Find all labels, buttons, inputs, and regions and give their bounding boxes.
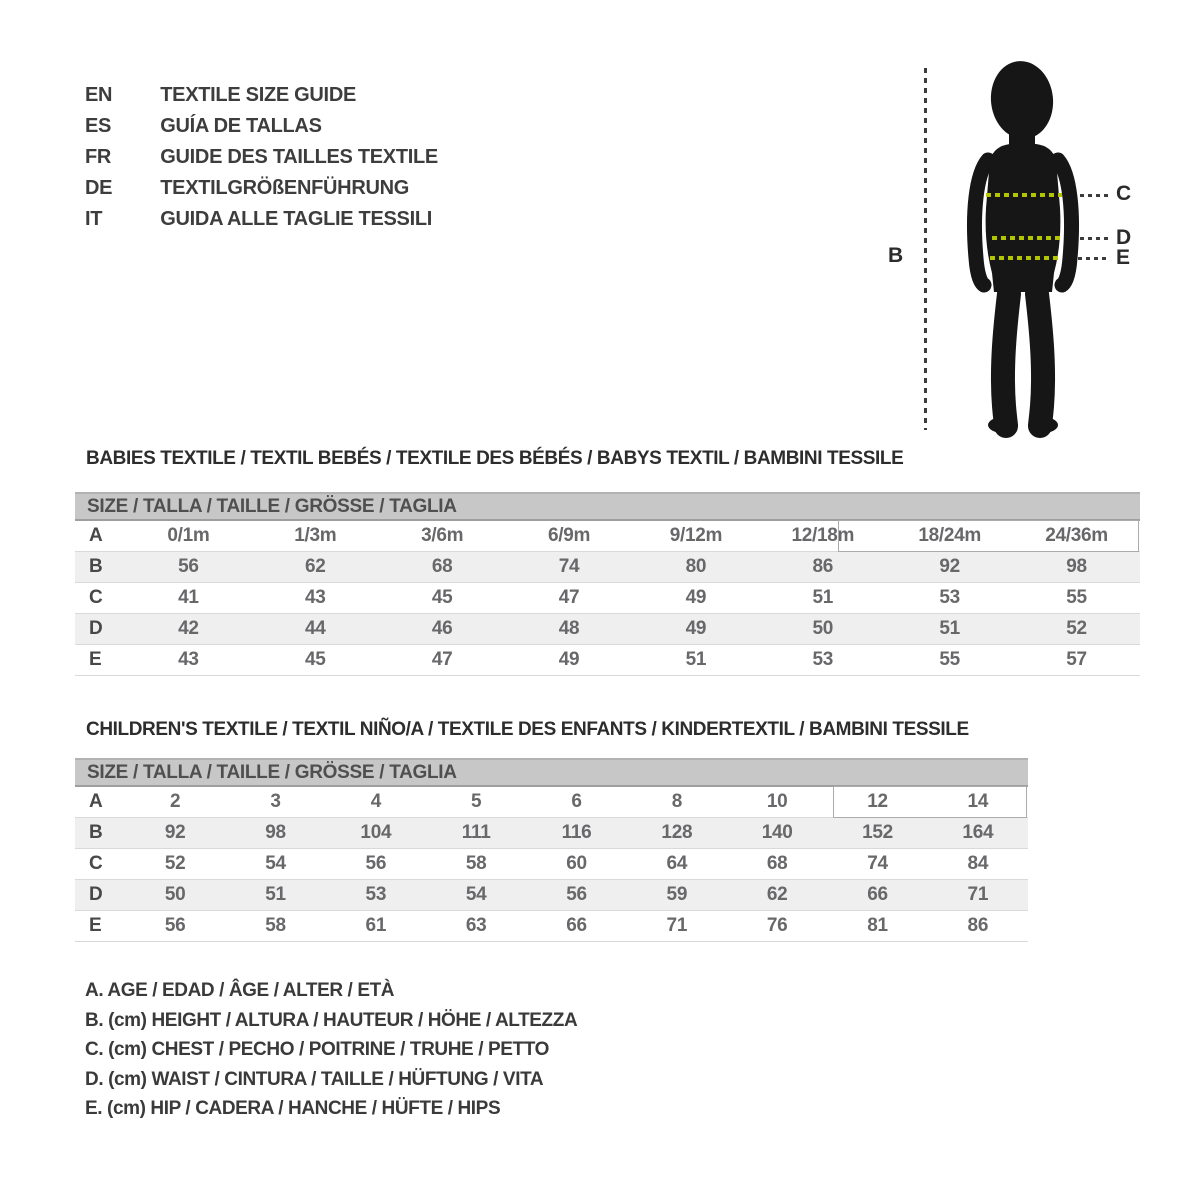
table-cell: 57 (1066, 649, 1087, 670)
table-cell: 68 (431, 556, 453, 577)
table-cell: 6/9m (548, 525, 591, 546)
children-size-table (75, 758, 1028, 942)
table-cell: 48 (558, 618, 580, 639)
table-row (75, 880, 1028, 911)
table-cell: 68 (766, 853, 788, 874)
table-cell: 74 (558, 556, 580, 577)
row-label: B (89, 556, 103, 577)
table-cell: 58 (265, 915, 286, 936)
table-cell: 42 (178, 618, 199, 639)
table-cell: 92 (164, 822, 186, 843)
language-code: IT (85, 208, 103, 230)
language-item (85, 204, 438, 235)
table-cell: 59 (666, 884, 688, 905)
table-cell: 49 (558, 649, 580, 670)
table-cell: 50 (812, 618, 834, 639)
table-cell: 6 (571, 791, 582, 812)
table-cell: 50 (164, 884, 186, 905)
table-cell: 4 (370, 791, 381, 812)
legend-item-hip: E. (cm) HIP / CADERA / HANCHE / HÜFTE / HIPS (85, 1098, 501, 1120)
language-title: GUIDA ALLE TAGLIE TESSILI (160, 208, 433, 230)
table-cell: 128 (661, 822, 693, 843)
waist-leader-line (1080, 237, 1110, 240)
table-cell: 3 (270, 791, 281, 812)
table-cell: 56 (365, 853, 387, 874)
table-cell: 56 (178, 556, 199, 577)
hip-leader-line (1078, 257, 1110, 260)
table-cell: 56 (164, 915, 186, 936)
table-cell: 44 (305, 618, 326, 639)
table-cell: 52 (1066, 618, 1087, 639)
table-cell: 152 (862, 822, 893, 843)
table-cell: 51 (685, 649, 707, 670)
language-title: TEXTILE SIZE GUIDE (160, 84, 356, 106)
table-cell: 74 (867, 853, 888, 874)
table-cell: 53 (939, 587, 960, 608)
table-cell: 53 (365, 884, 387, 905)
table-cell: 47 (431, 649, 453, 670)
table-cell: 98 (1066, 556, 1087, 577)
table-row (75, 911, 1028, 942)
table-cell: 116 (561, 822, 592, 843)
chest-label: C (1116, 182, 1132, 205)
language-code: DE (85, 177, 113, 199)
chest-leader-line (1080, 194, 1108, 197)
table-cell: 8 (671, 791, 682, 812)
measurement-legend (85, 976, 577, 1124)
table-cell: 0/1m (167, 525, 210, 546)
row-label: A (89, 525, 103, 546)
language-item (85, 173, 438, 204)
table-cell: 62 (766, 884, 788, 905)
table-cell: 49 (685, 587, 707, 608)
table-cell: 71 (967, 884, 989, 905)
table-cell: 3/6m (421, 525, 464, 546)
size-header-row: SIZE / TALLA / TAILLE / GRÖSSE / TAGLIA (75, 758, 1028, 787)
table-cell: 98 (265, 822, 286, 843)
table-cell: 45 (305, 649, 326, 670)
legend-item-waist: D. (cm) WAIST / CINTURA / TAILLE / HÜFTUNG / VITA (85, 1068, 544, 1090)
babies-size-table (75, 492, 1140, 676)
language-code: ES (85, 115, 112, 137)
height-measure-line (924, 68, 927, 430)
table-cell: 54 (465, 884, 487, 905)
highlight-box (833, 786, 1027, 818)
table-cell: 14 (967, 791, 989, 812)
language-title: GUIDE DES TAILLES TEXTILE (160, 146, 438, 168)
table-cell: 111 (461, 822, 491, 843)
language-item (85, 111, 438, 142)
table-cell: 41 (178, 587, 199, 608)
table-cell: 49 (685, 618, 707, 639)
row-label: E (89, 649, 102, 670)
table-cell: 58 (465, 853, 487, 874)
table-cell: 45 (431, 587, 453, 608)
table-cell: 46 (431, 618, 453, 639)
language-item (85, 142, 438, 173)
table-row (75, 645, 1140, 676)
table-cell: 55 (939, 649, 960, 670)
highlight-box (838, 520, 1139, 552)
table-cell: 43 (305, 587, 326, 608)
table-row (75, 818, 1028, 849)
table-cell: 1/3m (294, 525, 337, 546)
table-row (75, 583, 1140, 614)
legend-item-height: B. (cm) HEIGHT / ALTURA / HAUTEUR / HÖHE / ALTEZZA (85, 1009, 578, 1031)
table-cell: 43 (178, 649, 199, 670)
row-label: D (89, 884, 103, 905)
legend-item-chest: C. (cm) CHEST / PECHO / POITRINE / TRUHE / PETTO (85, 1039, 549, 1061)
table-row (75, 614, 1140, 645)
table-cell: 86 (967, 915, 989, 936)
table-cell: 81 (867, 915, 888, 936)
table-cell: 51 (939, 618, 960, 639)
table-cell: 66 (867, 884, 888, 905)
hip-label: E (1116, 246, 1131, 269)
table-cell: 84 (967, 853, 989, 874)
language-code: EN (85, 84, 113, 106)
table-cell: 53 (812, 649, 834, 670)
table-cell: 18/24m (918, 525, 981, 546)
table-cell: 66 (566, 915, 587, 936)
language-title: GUÍA DE TALLAS (160, 115, 322, 137)
waist-measure-line (992, 236, 1060, 240)
table-cell: 56 (566, 884, 587, 905)
row-label: A (89, 791, 103, 812)
table-cell: 86 (812, 556, 834, 577)
table-cell: 51 (812, 587, 834, 608)
language-code: FR (85, 146, 112, 168)
table-cell: 47 (558, 587, 580, 608)
row-label: C (89, 853, 103, 874)
table-cell: 71 (666, 915, 688, 936)
table-cell: 62 (305, 556, 326, 577)
babies-section-heading: BABIES TEXTILE / TEXTIL BEBÉS / TEXTILE DES BÉBÉS / BABYS TEXTIL / BAMBINI TESSILE (86, 448, 904, 469)
table-cell: 2 (170, 791, 181, 812)
row-label: E (89, 915, 102, 936)
table-cell: 80 (685, 556, 707, 577)
table-cell: 24/36m (1045, 525, 1108, 546)
table-cell: 55 (1066, 587, 1087, 608)
child-silhouette-image (950, 58, 1100, 438)
row-label: D (89, 618, 103, 639)
table-cell: 9/12m (669, 525, 723, 546)
table-cell: 60 (566, 853, 587, 874)
waist-label: D (1116, 226, 1132, 249)
language-item (85, 80, 438, 111)
language-title: TEXTILGRÖßENFÜHRUNG (160, 177, 409, 199)
table-cell: 64 (666, 853, 688, 874)
table-cell: 51 (265, 884, 286, 905)
row-label: B (89, 822, 103, 843)
table-cell: 12/18m (791, 525, 855, 546)
hip-measure-line (990, 256, 1058, 260)
table-row (75, 849, 1028, 880)
table-cell: 92 (939, 556, 960, 577)
table-row (75, 552, 1140, 583)
table-cell: 10 (766, 791, 788, 812)
chest-measure-line (986, 193, 1062, 197)
table-cell: 5 (471, 791, 482, 812)
row-label: C (89, 587, 103, 608)
table-cell: 52 (164, 853, 186, 874)
table-cell: 61 (365, 915, 387, 936)
children-section-heading: CHILDREN'S TEXTILE / TEXTIL NIÑO/A / TEXTILE DES ENFANTS / KINDERTEXTIL / BAMBINI TESSILE (86, 719, 969, 740)
size-header-row: SIZE / TALLA / TAILLE / GRÖSSE / TAGLIA (75, 492, 1140, 521)
language-list (85, 80, 438, 235)
table-cell: 54 (265, 853, 286, 874)
legend-item-age: A. AGE / EDAD / ÂGE / ALTER / ETÀ (85, 980, 395, 1001)
table-cell: 104 (360, 822, 392, 843)
table-cell: 76 (766, 915, 788, 936)
table-cell: 164 (962, 822, 994, 843)
table-cell: 12 (867, 791, 888, 812)
height-label: B (888, 244, 904, 267)
table-cell: 140 (761, 822, 793, 843)
table-cell: 63 (465, 915, 487, 936)
